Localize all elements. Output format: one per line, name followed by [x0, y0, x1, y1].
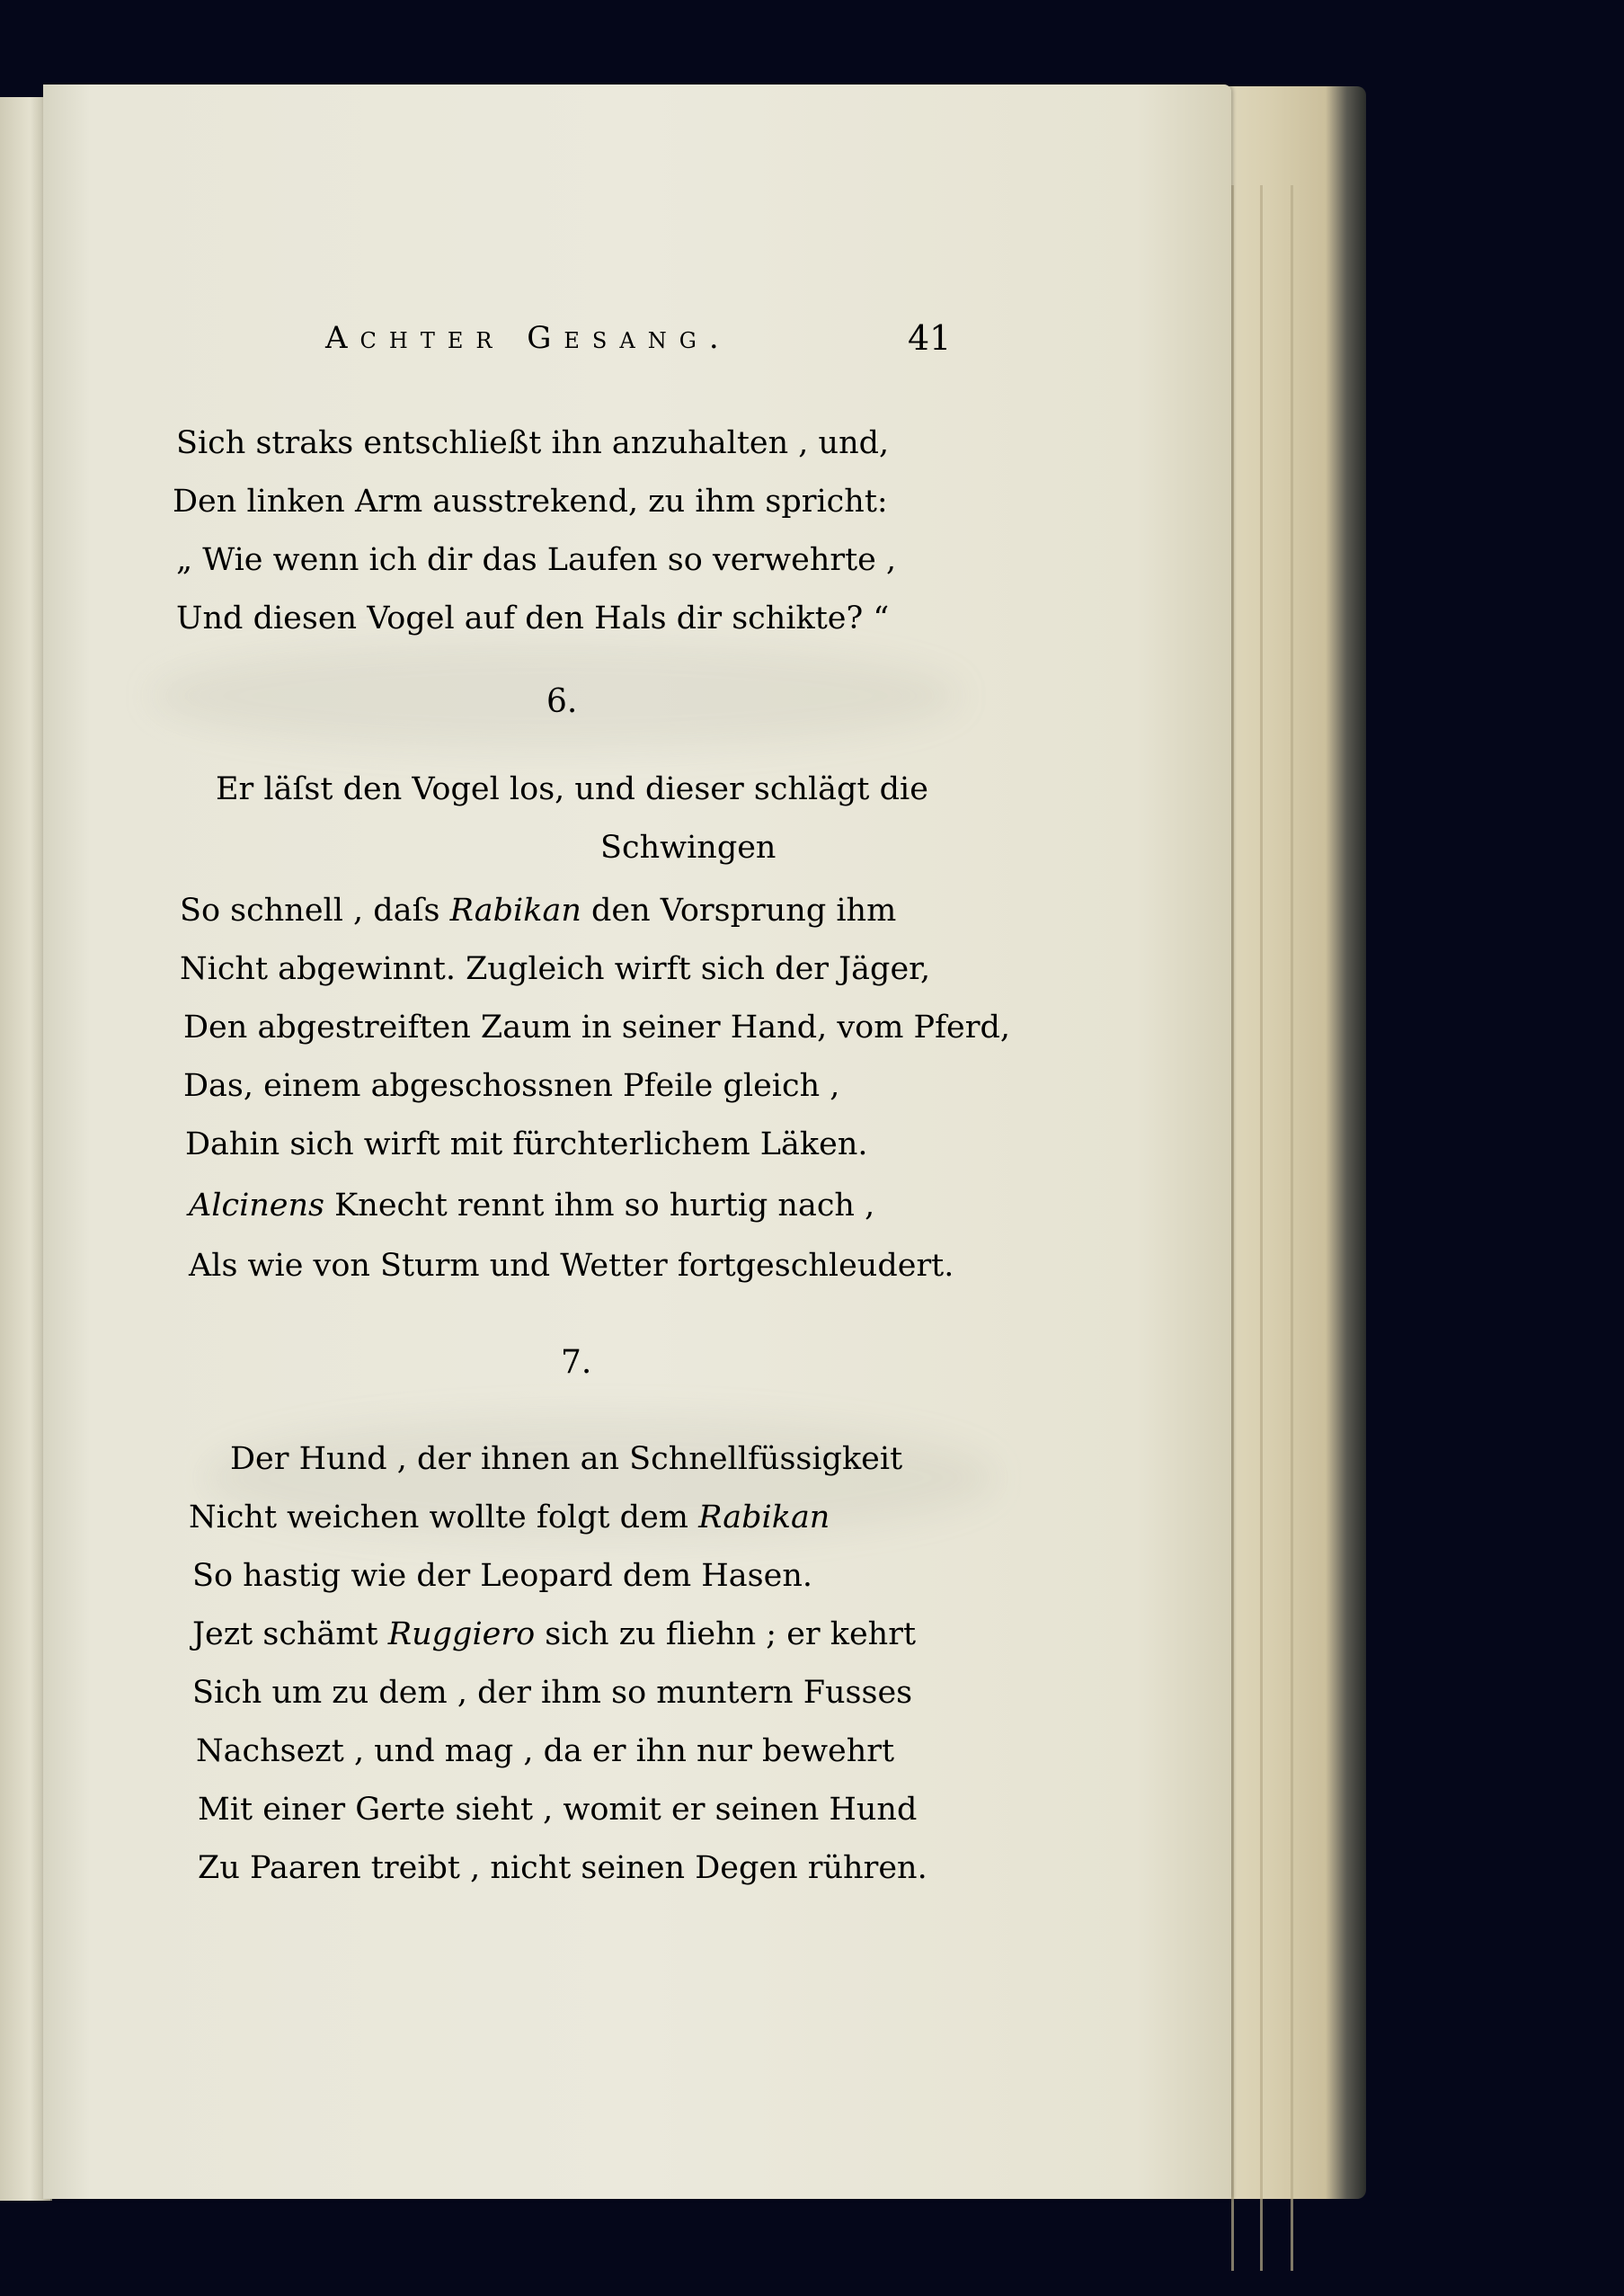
verse-line — [198, 1789, 917, 1830]
verse-line — [176, 423, 889, 464]
verse-line — [230, 1438, 902, 1480]
verse-line — [180, 948, 930, 990]
verse-text: Er läſst den Vogel los, und dieser schlägt die — [216, 771, 928, 807]
verse-line — [185, 1124, 868, 1165]
verse-line — [189, 1185, 874, 1226]
italic-name: Rabikan — [449, 893, 581, 929]
verse-text: „ Wie wenn ich dir das Laufen so verwehrte , — [176, 542, 897, 578]
verse-text: Schwingen — [600, 830, 777, 866]
italic-name: Rabikan — [698, 1500, 830, 1535]
verse-line — [600, 827, 776, 868]
verse-text: Sich straks entschließt ihn anzuhalten , und, — [176, 425, 890, 461]
verse-text: Mit einer Gerte sieht , womit er seinen Hund — [198, 1792, 918, 1828]
verse-text: Und diesen Vogel auf den Hals dir schikte? “ — [176, 601, 890, 636]
verse-line — [198, 1847, 927, 1889]
verse-line — [183, 1065, 839, 1107]
stanza-number: 6. — [546, 683, 578, 720]
verse-line — [216, 769, 928, 810]
verse-line — [192, 1555, 812, 1597]
verse-line — [189, 1497, 830, 1538]
page-edge-line — [1291, 185, 1293, 2271]
verse-text: Den abgestreiften Zaum in seiner Hand, vom Pferd, — [183, 1010, 1010, 1046]
verse-line — [176, 539, 896, 581]
verse-text: Knecht rennt ihm so hurtig nach , — [324, 1188, 875, 1224]
verse-line — [192, 1672, 912, 1713]
page-edge-line — [1231, 185, 1234, 2271]
verse-text: Sich um zu dem , der ihm so muntern Fusses — [192, 1675, 913, 1711]
verse-text: Dahin sich wirft mit fürchterlichem Läken. — [185, 1126, 868, 1162]
verse-text: So schnell , daſs — [180, 893, 450, 929]
verse-text: So hastig wie der Leopard dem Hasen. — [192, 1558, 813, 1594]
verse-text: Nicht weichen wollte folgt dem — [189, 1500, 699, 1535]
verse-text: Der Hund , der ihnen an Schnellfüssigkeit — [230, 1441, 903, 1477]
stanza-number: 7. — [561, 1344, 592, 1381]
page-number: 41 — [908, 318, 952, 358]
verse-line — [180, 890, 896, 931]
verse-text: Als wie von Sturm und Wetter fortgeschleudert. — [189, 1248, 954, 1284]
verse-text: Nicht abgewinnt. Zugleich wirft sich der Jäger, — [180, 951, 931, 987]
verse-text: den Vorsprung ihm — [581, 893, 897, 929]
verse-line — [183, 1007, 1010, 1048]
page-edge-line — [1260, 185, 1263, 2271]
verse-text: Das, einem abgeschossnen Pfeile gleich , — [183, 1068, 840, 1104]
verse-line — [192, 1614, 916, 1655]
verse-line — [173, 481, 888, 522]
running-head: Achter Gesang. — [325, 320, 732, 356]
italic-name: Alcinens — [189, 1188, 325, 1224]
page-header — [200, 320, 990, 365]
verse-text: Den linken Arm ausstrekend, zu ihm spricht: — [173, 484, 888, 520]
italic-name: Ruggiero — [387, 1616, 536, 1652]
verse-text: sich zu fliehn ; er kehrt — [535, 1616, 917, 1652]
verse-line — [176, 598, 889, 639]
verse-line — [196, 1731, 894, 1772]
verse-line — [189, 1245, 954, 1286]
verse-text: Nachsezt , und mag , da er ihn nur bewehrt — [196, 1733, 895, 1769]
verse-text: Zu Paaren treibt , nicht seinen Degen rühren. — [198, 1850, 927, 1886]
verse-text: Jezt schämt — [192, 1616, 388, 1652]
